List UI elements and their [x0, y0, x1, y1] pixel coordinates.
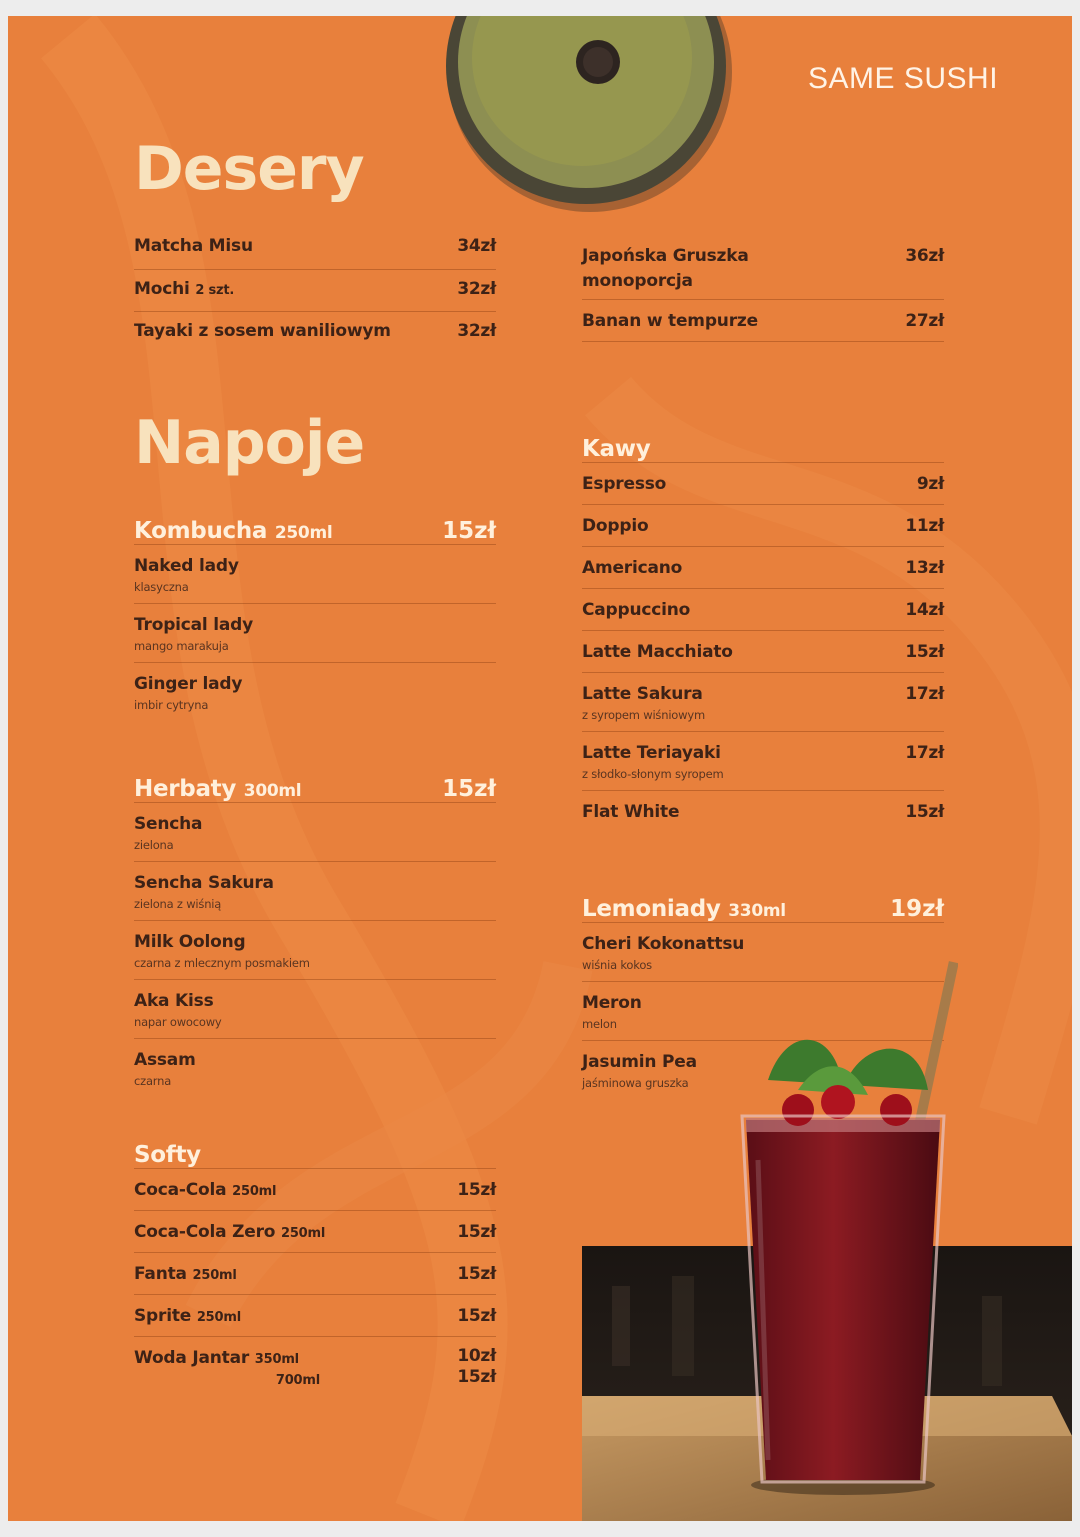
menu-item: Sencha Sakura zielona z wiśnią — [134, 862, 496, 921]
menu-item: Americano 13zł — [582, 547, 944, 589]
menu-item: Jasumin Pea jaśminowa gruszka — [582, 1052, 697, 1090]
softy-header: Softy — [134, 1130, 496, 1169]
brand-logo: SAME SUSHI — [808, 62, 999, 95]
menu-item: Banan w tempurze 27zł — [582, 300, 944, 342]
softy-section — [134, 1130, 496, 1397]
napoje-title: Napoje — [134, 408, 365, 478]
desery-title: Desery — [134, 134, 364, 204]
menu-item: Aka Kiss napar owocowy — [134, 980, 496, 1039]
menu-item: Sprite 250ml 15zł — [134, 1295, 496, 1337]
menu-item: Cappuccino 14zł — [582, 589, 944, 631]
menu-item: Fanta 250ml 15zł — [134, 1253, 496, 1295]
menu-item: Tayaki z sosem waniliowym 32zł — [134, 321, 496, 341]
kawy-section — [582, 424, 944, 833]
kombucha-section — [134, 506, 496, 722]
menu-item: Mochi 2 szt. 32zł — [134, 270, 496, 312]
menu-item: Ginger lady imbir cytryna — [134, 674, 243, 712]
menu-item: Coca-Cola Zero 250ml 15zł — [134, 1211, 496, 1253]
menu-item: Latte Teriayaki z słodko-słonym syropem 17zł — [582, 732, 944, 791]
menu-item: Meron melon — [582, 982, 944, 1041]
menu-item: Espresso 9zł — [582, 463, 944, 505]
matcha-dessert-photo — [442, 16, 734, 214]
herbaty-section — [134, 764, 496, 1098]
menu-item: Assam czarna — [134, 1050, 196, 1088]
menu-item: Tropical lady mango marakuja — [134, 604, 496, 663]
menu-item: Cheri Kokonattsu wiśnia kokos — [582, 923, 944, 982]
menu-item: Milk Oolong czarna z mlecznym posmakiem — [134, 921, 496, 980]
menu-page — [8, 16, 1072, 1521]
desery-left-list — [134, 232, 496, 354]
herbaty-header: Herbaty 300ml 15zł — [134, 764, 496, 803]
menu-item: Matcha Misu 34zł — [134, 232, 496, 270]
menu-item-woda: Woda Jantar 350ml 700ml 10zł 15zł — [134, 1346, 496, 1388]
menu-item: Flat White 15zł — [582, 802, 944, 822]
menu-item: Latte Macchiato 15zł — [582, 631, 944, 673]
menu-item: Coca-Cola 250ml 15zł — [134, 1169, 496, 1211]
lemonade-glass-photo — [728, 960, 958, 1500]
menu-item: Naked lady klasyczna — [134, 545, 496, 604]
menu-item: Latte Sakura z syropem wiśniowym 17zł — [582, 673, 944, 732]
menu-item: Sencha zielona — [134, 803, 496, 862]
kawy-header: Kawy — [582, 424, 944, 463]
kombucha-header: Kombucha 250ml 15zł — [134, 506, 496, 545]
lemoniady-header: Lemoniady 330ml 19zł — [582, 884, 944, 923]
menu-item: Doppio 11zł — [582, 505, 944, 547]
desery-right-list — [582, 244, 944, 342]
menu-item: Japońska Gruszka monoporcja 36zł — [582, 244, 944, 300]
